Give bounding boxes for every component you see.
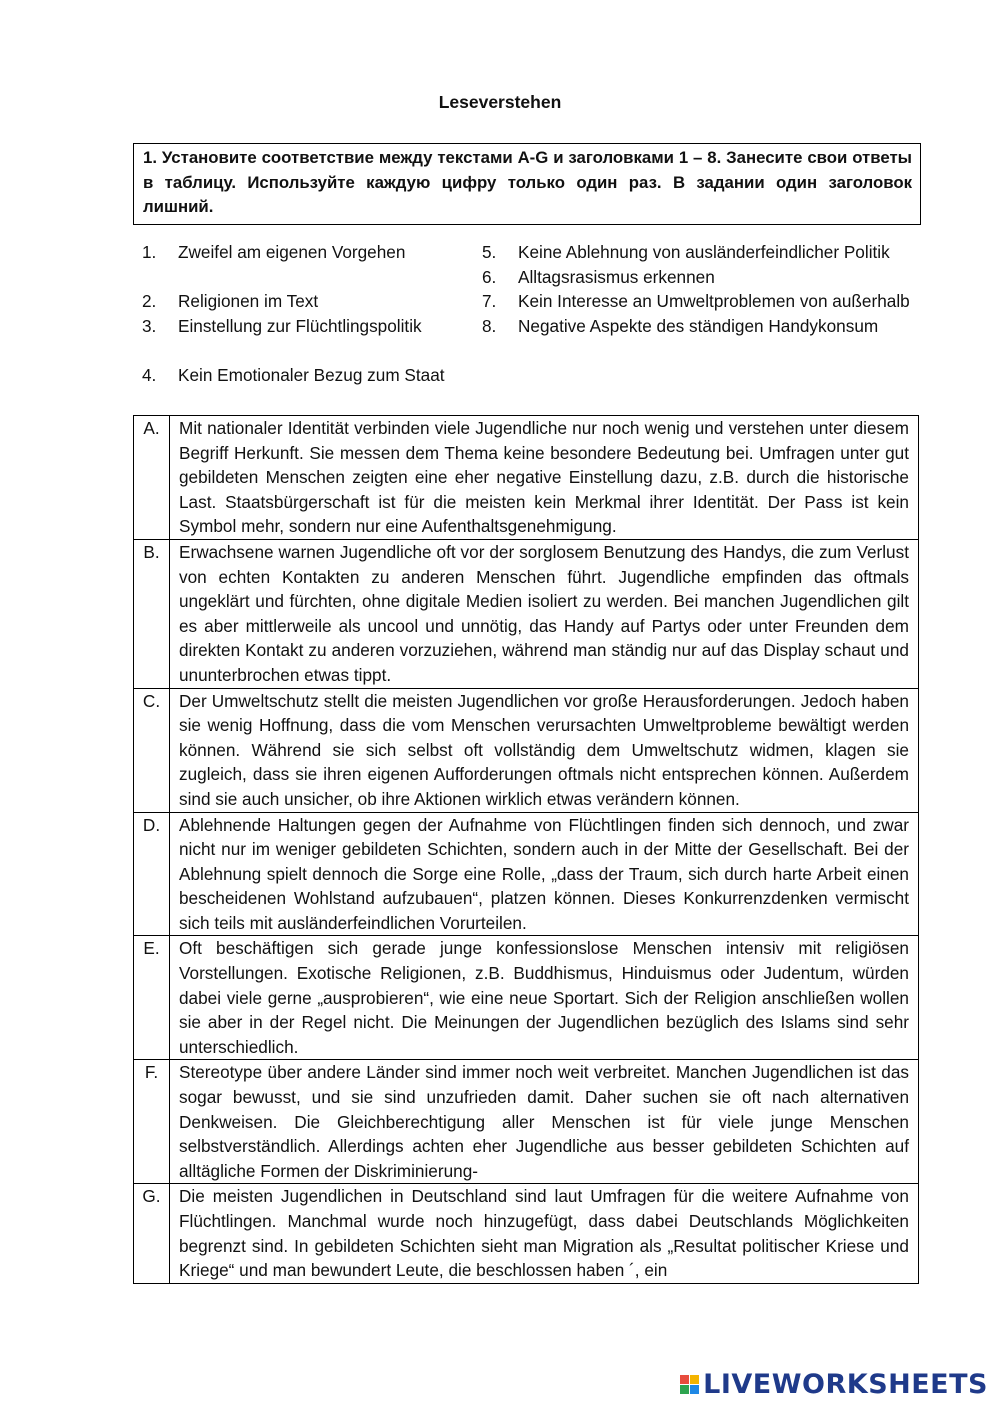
- heading-text: Zweifel am eigenen Vorgehen: [178, 242, 406, 262]
- logo-square: [690, 1375, 699, 1384]
- text-letter: G.: [134, 1184, 170, 1283]
- task-instructions: 1. Установите соответствие между текстами A-G и заголовками 1 – 8. Занесите свои ответы в таблицу. Используйте каждую цифру только один раз. В задании один заголовок лишний.: [133, 143, 921, 225]
- text-content: Mit nationaler Identität verbinden viele Jugendliche nur noch wenig und verstehen unter diesem Begriff Herkunft. Sie messen dem Thema keine besondere Bedeutung bei. Umfragen unter gut gebildeten Menschen zeigten eine eher negative Einstellung dazu, z.B. durch die historische Last. Staatsbürgerschaft ist für die meisten kein Merkmal ihrer Identität. Der Pass ist kein Symbol mehr, sondern nur eine Aufenthaltsgenehmigung.: [170, 416, 919, 540]
- heading-number: 8.: [482, 315, 497, 336]
- heading-number: 7.: [482, 291, 497, 311]
- heading-number: 3.: [142, 315, 157, 336]
- page-title: Leseverstehen: [438, 92, 562, 112]
- heading-item: [482, 240, 912, 265]
- heading-number: 2.: [142, 291, 157, 311]
- table-row: [134, 936, 919, 1060]
- heading-number: 4.: [142, 364, 157, 385]
- heading-number: 5.: [482, 242, 497, 262]
- logo-square: [690, 1385, 699, 1394]
- text-letter: E.: [134, 936, 170, 1060]
- text-letter: D.: [134, 812, 170, 936]
- text-content: Stereotype über andere Länder sind immer noch weit verbreitet. Manchen Jugendlichen ist das sogar bewusst, und sie sind unzufrieden damit. Daher suchen sie oft nach alternativen Denkweisen. Die Gleichberechtigung aller Menschen ist für viele junge Menschen selbstverständlich. Allerdings achten eher Jugendliche aus besser gebildeten Schichten auf alltägliche Formen der Diskriminierung-: [170, 1060, 919, 1184]
- texts-table: [133, 415, 919, 1284]
- liveworksheets-logo[interactable]: [680, 1366, 988, 1402]
- heading-number: 6.: [482, 266, 497, 287]
- headings-left-column: [142, 240, 482, 387]
- text-letter: A.: [134, 416, 170, 540]
- table-row: [134, 1184, 919, 1283]
- heading-item: [482, 265, 912, 290]
- headings-list: [142, 240, 912, 387]
- heading-item: [142, 363, 482, 388]
- heading-text: Alltagsrasismus erkennen: [518, 266, 715, 287]
- table-row: [134, 688, 919, 812]
- heading-item: [142, 289, 482, 314]
- text-content: Erwachsene warnen Jugendliche oft vor der sorglosem Benutzung des Handys, die zum Verlust von echten Kontakten zu anderen Menschen führt. Jugendliche empfinden das oftmals ungeklärt und fürchten, ohne digitale Medien isoliert zu werden. Bei manchen Jugendlichen gilt es aber mittlerweile als uncool und unnötig, das Handy auf Partys oder unter Freunden dem direkten Kontakt zu anderen vorzuziehen, während man ständig nur auf das Display schaut und ununterbrochen etwas tippt.: [170, 539, 919, 688]
- heading-text: Einstellung zur Flüchtlingspolitik: [178, 315, 422, 336]
- headings-right-column: [482, 240, 912, 387]
- heading-text: Kein Interesse an Umweltproblemen von außerhalb: [518, 291, 910, 311]
- heading-item: [482, 314, 912, 339]
- text-content: Der Umweltschutz stellt die meisten Jugendlichen vor große Herausforderungen. Jedoch haben sie wenig Hoffnung, dass die vom Menschen verursachten Umweltprobleme bewältigt werden können. Während sie sich selbst oft vollständig dem Umweltschutz widmen, klagen sie zugleich, dass sie ihren eigenen Aufforderungen oftmals nicht entsprechen können. Außerdem sind sie auch unsicher, ob ihre Aktionen wirklich etwas verändern können.: [170, 688, 919, 812]
- heading-item: [142, 314, 482, 339]
- text-content: Ablehnende Haltungen gegen der Aufnahme von Flüchtlingen finden sich dennoch, und zwar nicht nur im weniger gebildeten Schichten, sondern auch in der Mitte der Gesellschaft. Bei der Ablehnung spielt dennoch die Sorge eine Rolle, „dass der Traum, sich durch harte Arbeit einen bescheidenen Wohlstand aufzubauen“, platzen können. Dieses Konkurrenzdenken vermischt sich teils mit ausländerfeindlichen Vorurteilen.: [170, 812, 919, 936]
- text-letter: B.: [134, 539, 170, 688]
- table-row: [134, 1060, 919, 1184]
- heading-text: Kein Emotionaler Bezug zum Staat: [178, 364, 445, 385]
- logo-square: [680, 1385, 689, 1394]
- logo-text: LIVEWORKSHEETS: [703, 1368, 988, 1400]
- text-content: Die meisten Jugendlichen in Deutschland sind laut Umfragen für die weitere Aufnahme von Flüchtlingen. Manchmal wurde noch hinzugefügt, dass dabei Deutschlands Möglichkeiten begrenzt sind. In gebildeten Schichten sieht man Migration als „Resultat politischer Kriese und Kriege“ und man bewundert Leute, die beschlossen haben ´, ein: [170, 1184, 919, 1283]
- logo-square: [680, 1375, 689, 1384]
- heading-text: Negative Aspekte des ständigen Handykonsum: [518, 315, 879, 336]
- heading-item: [142, 240, 482, 265]
- heading-text: Keine Ablehnung von ausländerfeindlicher Politik: [518, 242, 890, 262]
- heading-number: 1.: [142, 242, 157, 262]
- logo-mark-icon: [680, 1375, 699, 1394]
- table-row: [134, 416, 919, 540]
- table-row: [134, 539, 919, 688]
- text-content: Oft beschäftigen sich gerade junge konfessionslose Menschen intensiv mit religiösen Vorstellungen. Exotische Religionen, z.B. Buddhismus, Hinduismus oder Judentum, würden dabei viele gerne „ausprobieren“, wie eine neue Sportart. Sich der Religion anschließen wollen sie aber in der Regel nicht. Die Meinungen der Jugendlichen bezüglich des Islams sind sehr unterschiedlich.: [170, 936, 919, 1060]
- text-letter: C.: [134, 688, 170, 812]
- heading-text: Religionen im Text: [178, 291, 319, 311]
- heading-item: [482, 289, 912, 314]
- table-row: [134, 812, 919, 936]
- text-letter: F.: [134, 1060, 170, 1184]
